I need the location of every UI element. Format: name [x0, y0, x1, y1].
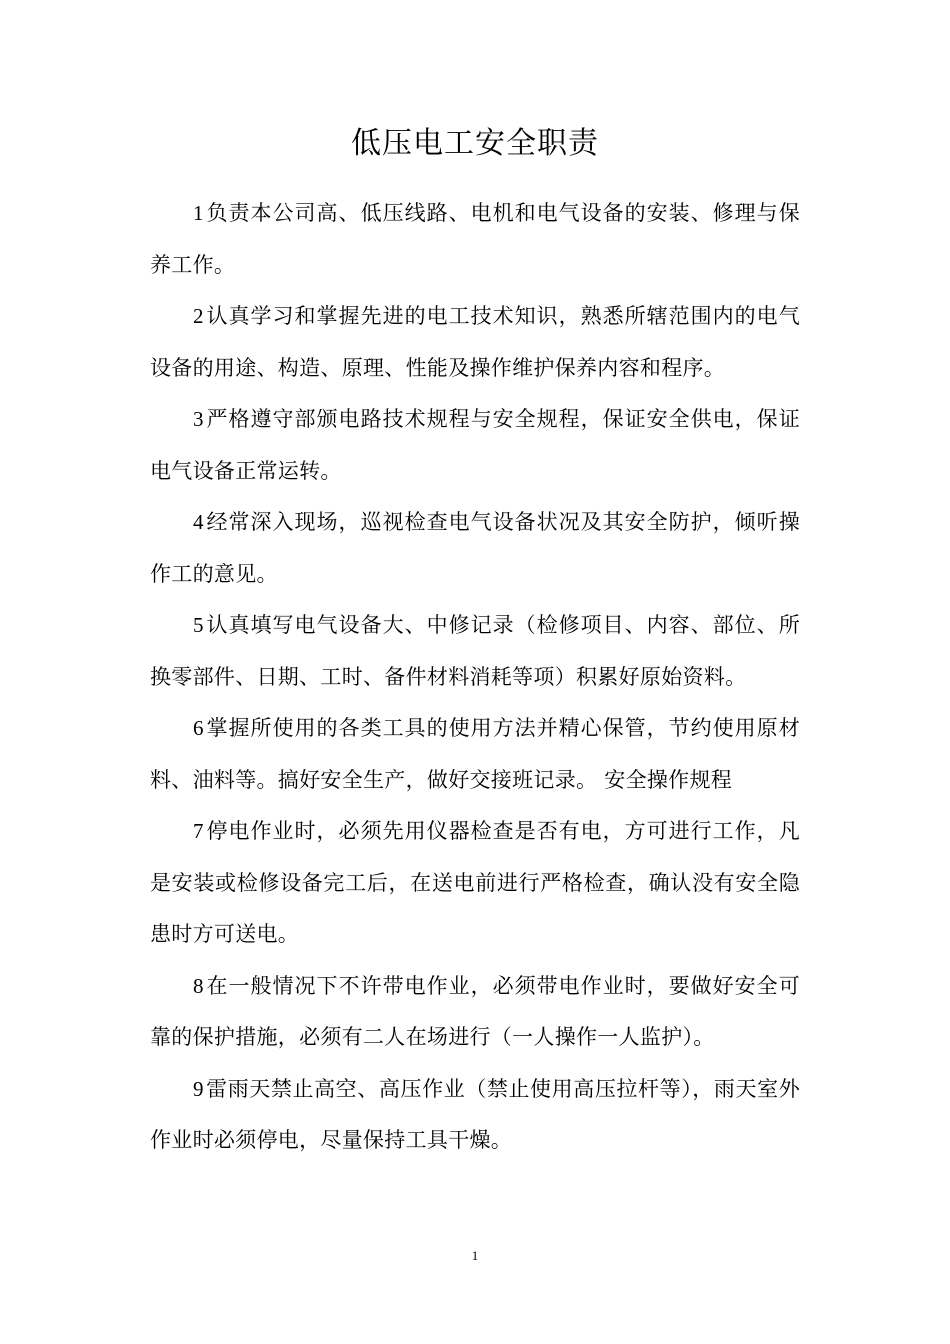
paragraph-number: 7 — [193, 819, 204, 843]
paragraph-4 — [150, 497, 800, 600]
paragraph-text: 停电作业时，必须先用仪器检查是否有电，方可进行工作，凡是安装或检修设备完工后，在送电前进行严格检查，确认没有安全隐患时方可送电。 — [150, 819, 800, 946]
paragraph-5 — [150, 600, 800, 703]
page-number: 1 — [471, 1248, 479, 1263]
paragraph-text: 认真学习和掌握先进的电工技术知识，熟悉所辖范围内的电气设备的用途、构造、原理、性能及操作维护保养内容和程序。 — [150, 304, 800, 380]
paragraph-text: 雷雨天禁止高空、高压作业（禁止使用高压拉杆等），雨天室外作业时必须停电，尽量保持工具干燥。 — [150, 1076, 800, 1152]
paragraph-number: 6 — [193, 716, 204, 740]
paragraph-number: 1 — [193, 201, 204, 225]
paragraph-text: 负责本公司高、低压线路、电机和电气设备的安装、修理与保养工作。 — [150, 201, 800, 277]
paragraph-number: 4 — [193, 510, 204, 534]
document-body — [150, 188, 800, 1167]
paragraph-1 — [150, 188, 800, 291]
paragraph-8 — [150, 961, 800, 1064]
paragraph-3 — [150, 394, 800, 497]
paragraph-text: 掌握所使用的各类工具的使用方法并精心保管，节约使用原材料、油料等。搞好安全生产，做好交接班记录。 安全操作规程 — [150, 716, 800, 792]
paragraph-6 — [150, 703, 800, 806]
document-title: 低压电工安全职责 — [351, 126, 599, 161]
paragraph-9 — [150, 1064, 800, 1167]
paragraph-7 — [150, 806, 800, 961]
paragraph-text: 在一般情况下不许带电作业，必须带电作业时，要做好安全可靠的保护措施，必须有二人在场进行（一人操作一人监护）。 — [150, 973, 800, 1049]
paragraph-number: 8 — [193, 973, 204, 998]
paragraph-number: 9 — [193, 1076, 204, 1101]
paragraph-text: 认真填写电气设备大、中修记录（检修项目、内容、部位、所换零部件、日期、工时、备件材料消耗等项）积累好原始资料。 — [150, 613, 800, 689]
paragraph-2 — [150, 291, 800, 394]
paragraph-number: 3 — [193, 407, 204, 431]
paragraph-text: 经常深入现场，巡视检查电气设备状况及其安全防护，倾听操作工的意见。 — [150, 510, 800, 586]
paragraph-number: 2 — [193, 304, 204, 328]
paragraph-number: 5 — [193, 613, 204, 637]
paragraph-text: 严格遵守部颁电路技术规程与安全规程，保证安全供电，保证电气设备正常运转。 — [150, 407, 800, 483]
